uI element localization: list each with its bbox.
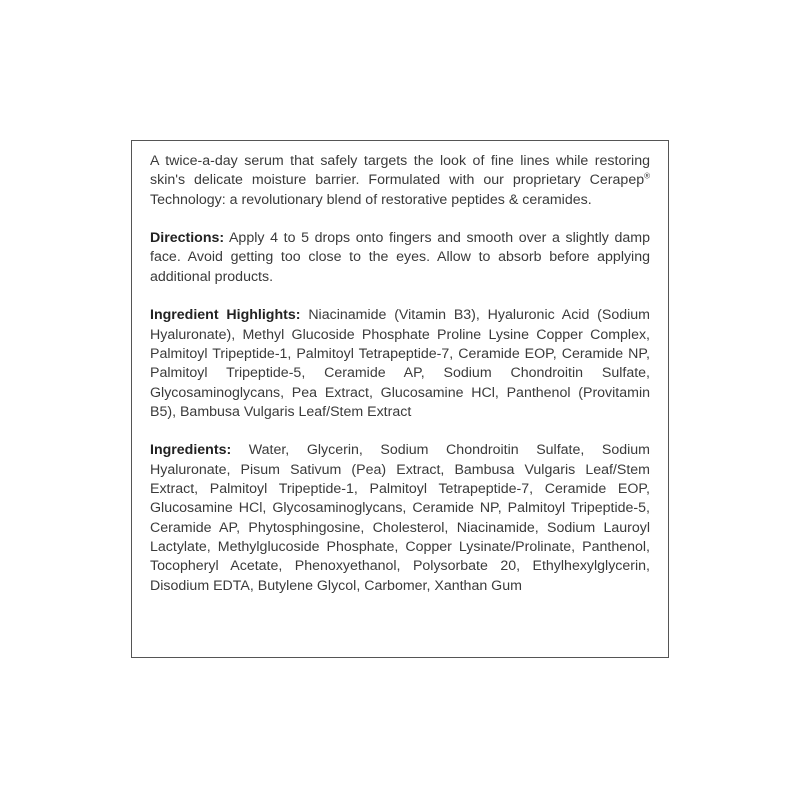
ingredients-label: Ingredients: xyxy=(150,442,232,459)
description-text-continued: Technology: a revolutionary blend of restorative peptides & ceramides. xyxy=(150,191,592,208)
directions-label: Directions: xyxy=(150,230,225,247)
highlights-text: Niacinamide (Vitamin B3), Hyaluronic Acid (Sodium Hyaluronate), Methyl Glucoside Phosphate Proline Lysine Copper Complex, Palmitoyl Tripeptide-1, Palmitoyl Tetrapeptide-7, Ceramide EOP, Ceramide NP, Palmitoyl Tripeptide-5, Ceramide AP, Sodium Chondroitin Sulfate, Glycosaminoglycans, Pea Extract, Glucosamine HCl, Panthenol (Provitamin B5), Bambusa Vulgaris Leaf/Stem Extract xyxy=(150,307,650,420)
highlights-label: Ingredient Highlights: xyxy=(150,307,301,324)
description-text: A twice-a-day serum that safely targets the look of fine lines while restoring skin's delicate moisture barrier. Formulated with our proprietary Cerapep xyxy=(150,153,650,189)
highlights-paragraph xyxy=(150,306,650,422)
registered-mark: ® xyxy=(644,171,650,181)
description-paragraph xyxy=(150,152,650,210)
ingredients-text: Water, Glycerin, Sodium Chondroitin Sulfate, Sodium Hyaluronate, Pisum Sativum (Pea) Extract, Bambusa Vulgaris Leaf/Stem Extract, Palmitoyl Tripeptide-1, Palmitoyl Tetrapeptide-7, Ceramide EOP, Glucosamine HCl, Glycosaminoglycans, Ceramide NP, Palmitoyl Tripeptide-5, Ceramide AP, Phytosphingosine, Cholesterol, Niacinamide, Sodium Lauroyl Lactylate, Methylglucoside Phosphate, Copper Lysinate/Prolinate, Panthenol, Tocopheryl Acetate, Phenoxyethanol, Polysorbate 20, Ethylhexylglycerin, Disodium EDTA, Butylene Glycol, Carbomer, Xanthan Gum xyxy=(150,442,650,594)
product-info-panel xyxy=(131,140,669,658)
directions-paragraph xyxy=(150,229,650,287)
directions-text: Apply 4 to 5 drops onto fingers and smooth over a slightly damp face. Avoid getting too close to the eyes. Allow to absorb before applying additional products. xyxy=(150,230,650,285)
ingredients-paragraph xyxy=(150,441,650,595)
